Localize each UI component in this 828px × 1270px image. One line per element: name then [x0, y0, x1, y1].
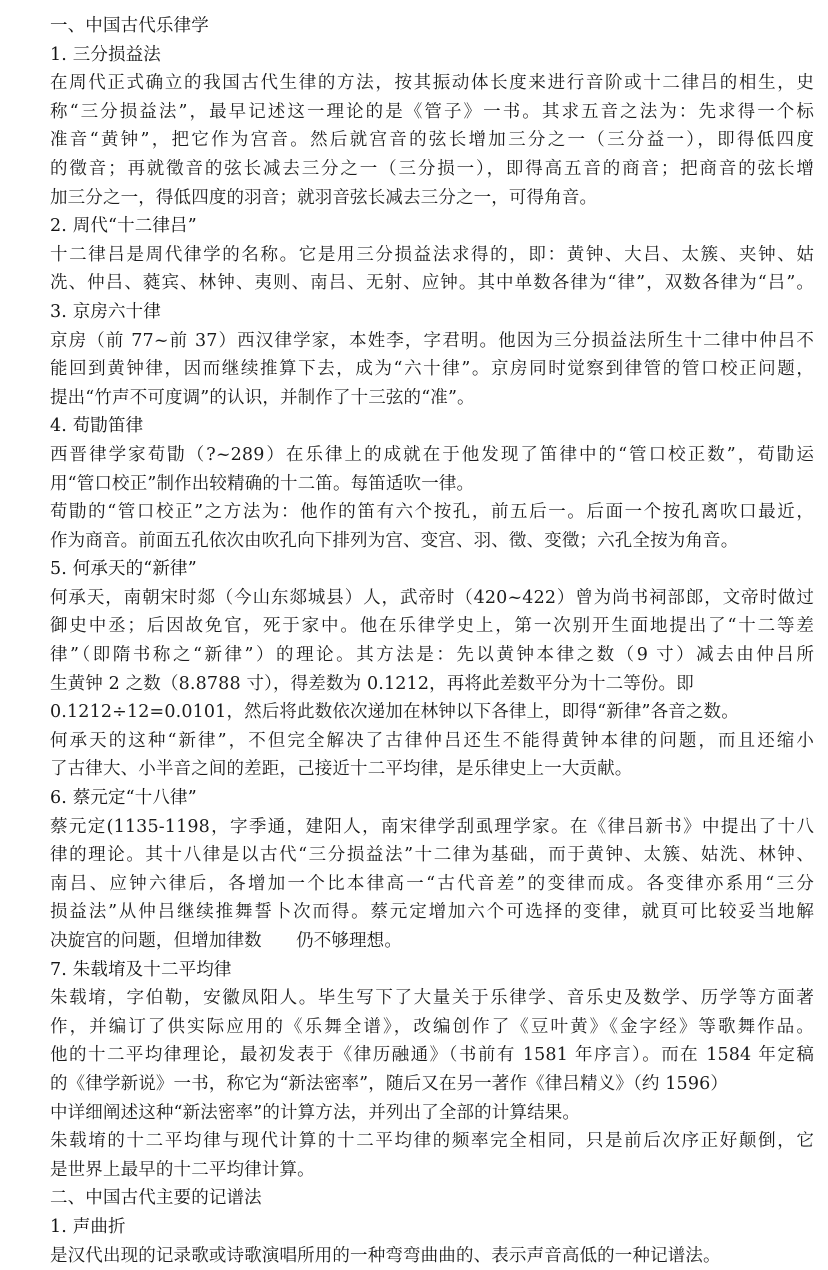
text-line: 律”（即隋书称之“新律”）的理论。其方法是：先以黄钟本律之数（9 寸）减去由仲吕所: [50, 645, 814, 666]
text-line: 荀勖的“管口校正”之方法为：他作的笛有六个按孔，前五后一。后面一个按孔离吹口最近，: [50, 502, 814, 523]
subsection-heading: 3. 京房六十律: [50, 301, 161, 322]
text-line: 南吕、应钟六律后，各增加一个比本律高一“古代音差”的变律而成。各变律亦系用“三分: [50, 873, 814, 894]
text-line: 作，并编订了供实际应用的《乐舞全谱》，改编创作了《豆叶黄》《金字经》等歌舞作品。: [50, 1016, 814, 1037]
text-line: 中详细阐述这种“新法密率”的计算方法，并列出了全部的计算结果。: [50, 1102, 581, 1123]
text-line: 准音“黄钟”，把它作为宫音。然后就宫音的弦长增加三分之一（三分益一），即得低四度: [50, 130, 814, 151]
text-line: 决旋宫的问题，但增加律数 仍不够理想。: [50, 931, 402, 951]
text-line: 称“三分损益法”，最早记述这一理论的是《管子》一书。其求五音之法为：先求得一个标: [50, 101, 814, 122]
text-line: 能回到黄钟律，因而继续推算下去，成为“六十律”。京房同时觉察到律管的管口校正问题，: [50, 359, 814, 380]
section-heading: 一、中国古代乐律学: [50, 16, 209, 36]
text-line: 何承天，南朝宋时郯（今山东郯城县）人，武帝时（420~422）曾为尚书祠部郎，文帝时做过: [50, 587, 814, 608]
subsection-heading: 7. 朱载堉及十二平均律: [50, 959, 232, 980]
text-line: 西晋律学家荀勖（?~289）在乐律上的成就在于他发现了笛律中的“管口校正数”，荀勖运: [50, 444, 814, 465]
text-line: 是汉代出现的记录歌或诗歌演唱所用的一种弯弯曲曲的、表示声音高低的一种记谱法。: [50, 1245, 721, 1266]
subsection-heading: 2. 周代“十二律吕”: [50, 216, 197, 237]
text-line: 朱载堉的十二平均律与现代计算的十二平均律的频率完全相同，只是前后次序正好颠倒，它: [50, 1131, 814, 1152]
subsection-heading: 1. 三分损益法: [50, 44, 161, 65]
text-line: 他的十二平均律理论，最初发表于《律历融通》（书前有 1581 年序言）。而在 1584 年定稿: [50, 1045, 814, 1066]
text-line: 0.1212÷12=0.0101，然后将此数依次递加在林钟以下各律上，即得“新律”各音之数。: [50, 702, 739, 723]
text-line: 加三分之一，得低四度的羽音；就羽音弦长减去三分之一，可得角音。: [50, 187, 598, 208]
text-line: 在周代正式确立的我国古代生律的方法，按其振动体长度来进行音阶或十二律吕的相生，史: [50, 73, 814, 94]
text-line: 损益法”从仲吕继续推舞誓卜次而得。蔡元定增加六个可选择的变律，就頁可比较妥当地解: [50, 902, 814, 923]
text-line: 蔡元定(1135-1198，字季通，建阳人，南宋律学刮虱理学家。在《律吕新书》中提出了十八: [50, 816, 814, 837]
text-line: 御史中丞；后因故免官，死于家中。他在乐律学史上，第一次别开生面地提出了“十二等差: [50, 616, 814, 637]
text-line: 何承天的这种“新律”，不但完全解决了古律仲吕还生不能得黄钟本律的问题，而且还缩小: [50, 730, 814, 751]
section-heading: 二、中国古代主要的记谱法: [50, 1188, 262, 1209]
text-line: 的《律学新说》一书，称它为“新法密率”，随后又在另一著作《律吕精义》（约 1596）: [50, 1073, 729, 1094]
subsection-heading: 4. 荀勖笛律: [50, 416, 144, 437]
text-line: 提出“竹声不可度调”的认识，并制作了十三弦的“准”。: [50, 387, 475, 408]
text-line: 十二律吕是周代律学的名称。它是用三分损益法求得的，即：黄钟、大吕、太簇、夹钟、姑: [50, 244, 814, 265]
text-line: 了古律大、小半音之间的差距，己接近十二平均律，是乐律史上一大贡献。: [50, 759, 633, 780]
text-line: 生黄钟 2 之数（8.8788 寸），得差数为 0.1212，再将此差数平分为十二等份。即: [50, 673, 694, 694]
subsection-heading: 1. 声曲折: [50, 1216, 126, 1237]
text-line: 京房（前 77~前 37）西汉律学家，本姓李，字君明。他因为三分损益法所生十二律中仲吕不: [50, 330, 814, 351]
subsection-heading: 5. 何承天的“新律”: [50, 559, 197, 580]
text-line: 的徵音；再就徵音的弦长减去三分之一（三分损一），即得高五音的商音；把商音的弦长增: [50, 158, 814, 179]
document-body: [50, 12, 814, 1270]
text-line: 是世界上最早的十二平均律计算。: [50, 1159, 315, 1180]
text-line: 作为商音。前面五孔依次由吹孔向下排列为宫、变宫、羽、徵、变徵；六孔全按为角音。: [50, 530, 739, 551]
text-line: 朱载堉，字伯勒，安徽凤阳人。毕生写下了大量关于乐律学、音乐史及数学、历学等方面著: [50, 988, 814, 1009]
subsection-heading: 6. 蔡元定“十八律”: [50, 788, 197, 809]
text-line: 用“管口校正”制作出较精确的十二笛。每笛适吹一律。: [50, 473, 475, 494]
text-line: 律的理论。其十八律是以古代“三分损益法”十二律为基础，而于黄钟、太簇、姑洗、林钟、: [50, 845, 814, 866]
text-line: 冼、仲吕、蕤宾、林钟、夷则、南吕、无射、应钟。其中单数各律为“律”，双数各律为“吕”。: [50, 273, 814, 294]
